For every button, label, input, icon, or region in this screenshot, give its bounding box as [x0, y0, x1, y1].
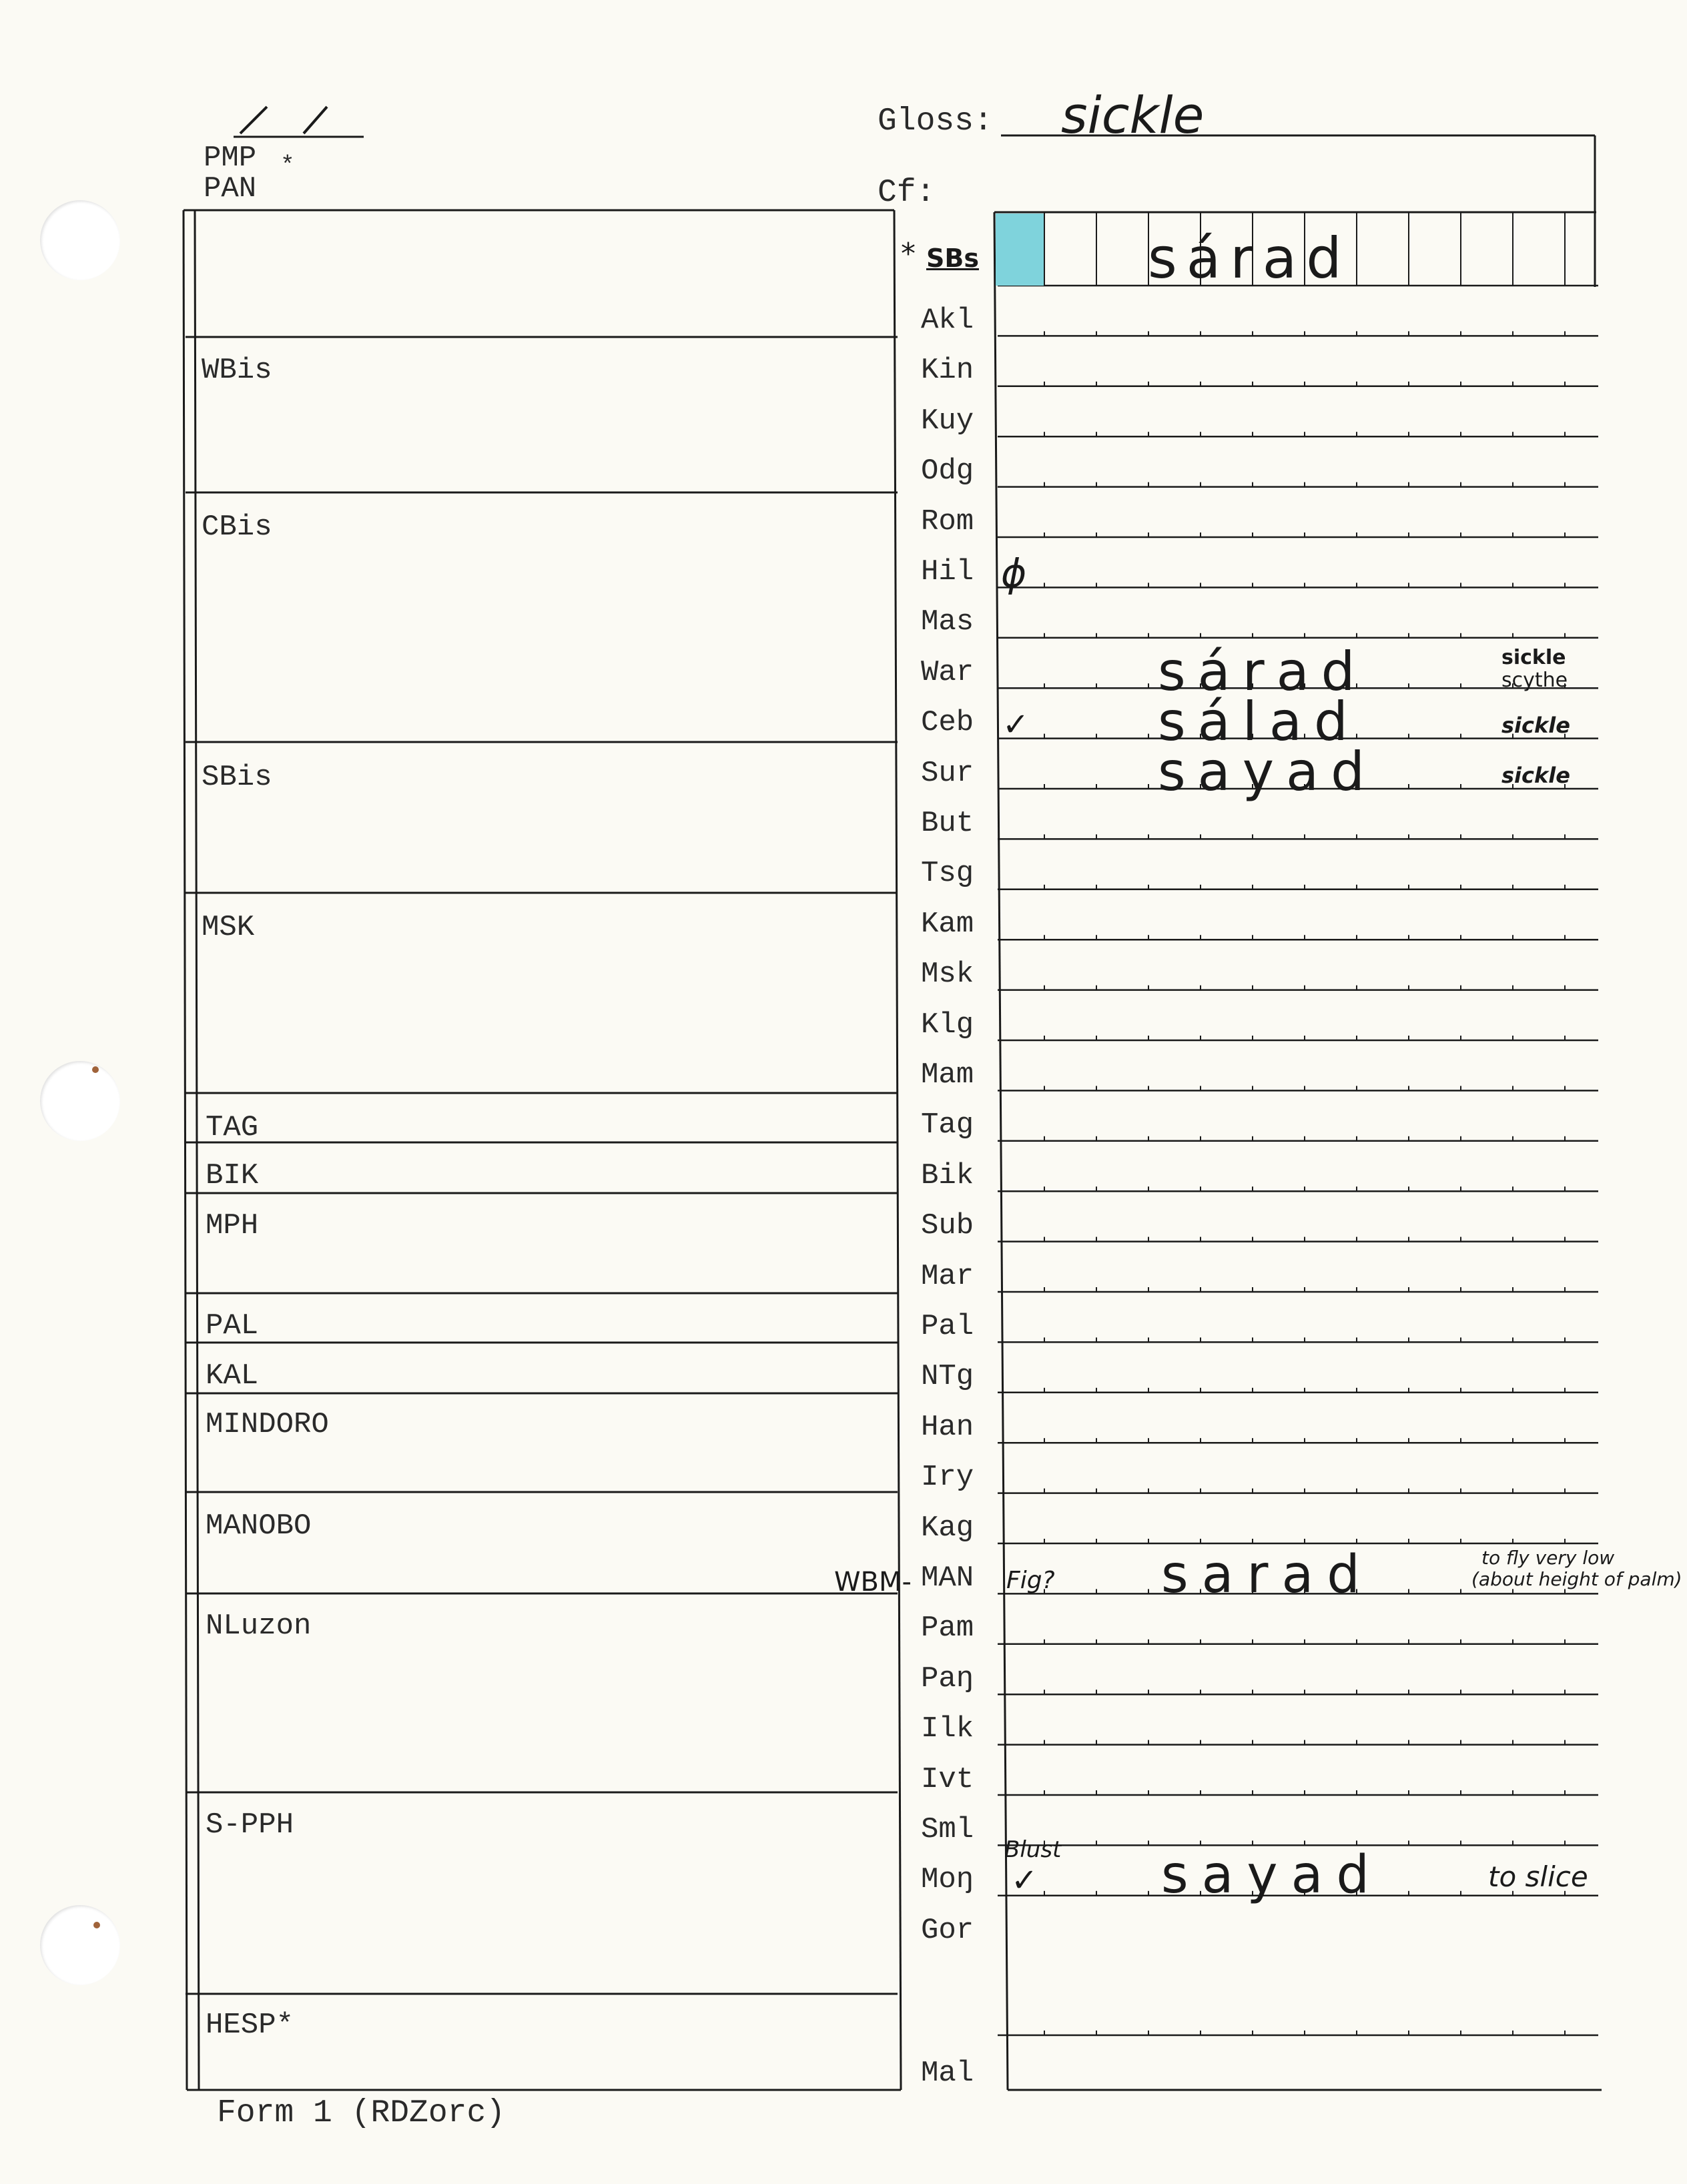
language-label: Moŋ	[921, 1863, 974, 1897]
language-label: Kag	[921, 1511, 974, 1545]
language-label: Hil	[921, 555, 974, 589]
language-label: NTg	[921, 1360, 974, 1394]
language-label: Sml	[921, 1813, 974, 1846]
section-label: TAG	[206, 1111, 259, 1144]
language-label: Msk	[921, 958, 974, 992]
language-label: Rom	[921, 504, 974, 538]
language-label: But	[921, 807, 974, 840]
language-label: Tsg	[921, 857, 974, 891]
section-label: MSK	[202, 911, 255, 944]
language-label: Klg	[921, 1008, 974, 1042]
language-label: Iry	[921, 1461, 974, 1495]
highlight-cell	[996, 214, 1044, 286]
language-label: Mal	[921, 2057, 974, 2090]
section-label: MINDORO	[206, 1408, 329, 1441]
language-label: MAN	[921, 1561, 974, 1595]
language-label: Kin	[921, 354, 974, 388]
language-label: Mas	[921, 605, 974, 639]
man-gloss-2: (about height of palm)	[1471, 1568, 1682, 1590]
language-label: Akl	[921, 304, 974, 337]
section-label: CBis	[202, 510, 272, 544]
man-prefix: WBM-	[834, 1567, 912, 1597]
language-label: Bik	[921, 1158, 974, 1192]
reconstruction-label: SBs	[926, 244, 979, 273]
sur-form: sayad	[1158, 741, 1377, 803]
man-note: Fig?	[1006, 1567, 1055, 1594]
language-label: Mar	[921, 1259, 974, 1293]
section-label: BIK	[206, 1159, 259, 1192]
language-label: Han	[921, 1410, 974, 1444]
mon-note: Blust	[1004, 1836, 1062, 1863]
section-label: SBis	[202, 761, 272, 794]
ceb-gloss: sickle	[1501, 713, 1570, 738]
war-form: sárad	[1158, 641, 1367, 703]
language-label: Sur	[921, 756, 974, 790]
language-label: Odg	[921, 454, 974, 488]
language-label: Mam	[921, 1058, 974, 1092]
mon-check: ✓	[1011, 1862, 1038, 1899]
man-form: sarad	[1161, 1545, 1373, 1605]
language-label: Gor	[921, 1913, 974, 1947]
reconstruction-star: *	[901, 237, 916, 271]
section-label: HESP*	[206, 2009, 294, 2042]
language-label: Ceb	[921, 706, 974, 740]
form-label: Form 1 (RDZorc)	[217, 2095, 506, 2131]
cf-label: Cf:	[878, 175, 936, 211]
section-label: KAL	[206, 1359, 259, 1393]
gloss-label: Gloss:	[878, 103, 993, 139]
section-label: S-PPH	[206, 1808, 294, 1842]
language-label: Sub	[921, 1209, 974, 1243]
section-label: PAL	[206, 1309, 259, 1343]
language-label: Ivt	[921, 1762, 974, 1796]
ceb-check: ✓	[1002, 706, 1030, 743]
language-label: Tag	[921, 1108, 974, 1142]
pan-label: PAN	[204, 172, 257, 206]
asterisk-mark: *	[280, 152, 295, 179]
reconstruction-form: sárad	[1148, 226, 1351, 291]
hil-mark: ϕ	[1001, 551, 1027, 596]
language-label: Kuy	[921, 404, 974, 438]
pmp-label: PMP	[204, 141, 257, 175]
language-label: Ilk	[921, 1712, 974, 1746]
mon-gloss: to slice	[1488, 1860, 1588, 1893]
war-gloss-2: scythe	[1501, 669, 1568, 692]
ceb-form: sálad	[1158, 691, 1360, 753]
language-label: War	[921, 655, 974, 689]
language-label: Paŋ	[921, 1662, 974, 1696]
gloss-value: sickle	[1061, 85, 1205, 145]
sur-gloss: sickle	[1501, 763, 1570, 788]
mon-form: sayad	[1161, 1845, 1383, 1905]
language-label: Kam	[921, 907, 974, 941]
war-gloss-1: sickle	[1501, 646, 1566, 669]
section-label: WBis	[202, 354, 272, 387]
language-label: Pal	[921, 1310, 974, 1343]
language-label: Pam	[921, 1611, 974, 1646]
section-label: MANOBO	[206, 1509, 312, 1543]
section-label: NLuzon	[206, 1609, 312, 1643]
man-gloss-1: to fly very low	[1481, 1547, 1615, 1569]
section-label: MPH	[206, 1209, 259, 1242]
